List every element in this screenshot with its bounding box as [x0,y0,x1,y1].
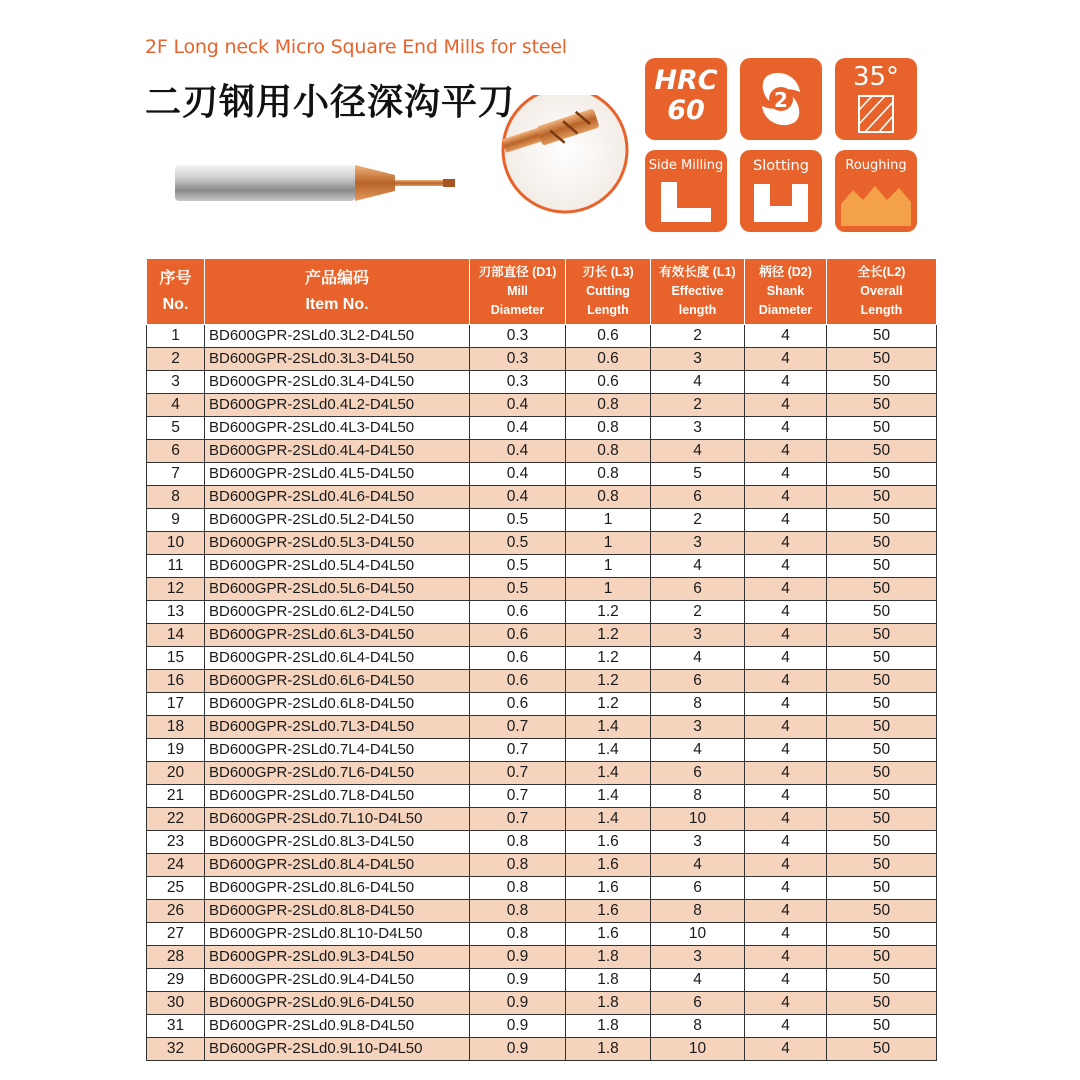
cell-effective-length: 4 [651,555,745,578]
cell-shank-diameter: 4 [745,348,827,371]
flute-count: 2 [774,88,788,112]
cell-item-code: BD600GPR-2SLd0.4L3-D4L50 [205,417,470,440]
cell-item-code: BD600GPR-2SLd0.5L4-D4L50 [205,555,470,578]
cell-shank-diameter: 4 [745,923,827,946]
cell-mill-diameter: 0.9 [470,946,566,969]
cell-effective-length: 2 [651,394,745,417]
cell-no: 21 [147,785,205,808]
cell-no: 28 [147,946,205,969]
cell-overall-length: 50 [827,716,937,739]
cell-item-code: BD600GPR-2SLd0.4L4-D4L50 [205,440,470,463]
cell-mill-diameter: 0.5 [470,509,566,532]
cell-overall-length: 50 [827,670,937,693]
cell-cutting-length: 1.8 [566,946,651,969]
cell-item-code: BD600GPR-2SLd0.5L3-D4L50 [205,532,470,555]
cell-item-code: BD600GPR-2SLd0.8L6-D4L50 [205,877,470,900]
table-row [147,647,937,670]
cell-mill-diameter: 0.3 [470,325,566,348]
cell-mill-diameter: 0.3 [470,371,566,394]
cell-mill-diameter: 0.9 [470,992,566,1015]
cell-effective-length: 10 [651,1038,745,1061]
table-row [147,578,937,601]
cell-mill-diameter: 0.7 [470,762,566,785]
header-mill-diameter: 刃部直径 (D1) Mill Diameter [470,259,566,325]
cell-overall-length: 50 [827,808,937,831]
cell-shank-diameter: 4 [745,831,827,854]
cell-overall-length: 50 [827,647,937,670]
cell-shank-diameter: 4 [745,969,827,992]
header-effective-length: 有效长度 (L1) Effective length [651,259,745,325]
cell-no: 10 [147,532,205,555]
cell-effective-length: 6 [651,877,745,900]
cell-item-code: BD600GPR-2SLd0.9L6-D4L50 [205,992,470,1015]
cell-effective-length: 4 [651,647,745,670]
cell-mill-diameter: 0.9 [470,969,566,992]
cell-effective-length: 3 [651,348,745,371]
table-row [147,371,937,394]
table-row [147,509,937,532]
cell-effective-length: 3 [651,831,745,854]
hrc-value: 60 [667,95,705,126]
cell-overall-length: 50 [827,578,937,601]
cell-no: 5 [147,417,205,440]
table-row [147,325,937,348]
cell-shank-diameter: 4 [745,946,827,969]
cell-shank-diameter: 4 [745,1015,827,1038]
cell-shank-diameter: 4 [745,578,827,601]
cell-overall-length: 50 [827,601,937,624]
cell-overall-length: 50 [827,486,937,509]
cell-item-code: BD600GPR-2SLd0.5L6-D4L50 [205,578,470,601]
cell-item-code: BD600GPR-2SLd0.6L4-D4L50 [205,647,470,670]
cell-effective-length: 2 [651,601,745,624]
hrc-label: HRC [654,65,718,96]
cell-item-code: BD600GPR-2SLd0.6L6-D4L50 [205,670,470,693]
cell-mill-diameter: 0.6 [470,624,566,647]
cell-no: 4 [147,394,205,417]
cell-mill-diameter: 0.6 [470,647,566,670]
cell-cutting-length: 0.8 [566,394,651,417]
cell-mill-diameter: 0.9 [470,1038,566,1061]
cell-effective-length: 8 [651,785,745,808]
cell-shank-diameter: 4 [745,785,827,808]
table-row [147,555,937,578]
table-row [147,992,937,1015]
cell-effective-length: 4 [651,440,745,463]
cell-cutting-length: 1.6 [566,877,651,900]
cell-cutting-length: 1 [566,555,651,578]
cell-overall-length: 50 [827,417,937,440]
cell-overall-length: 50 [827,946,937,969]
cell-overall-length: 50 [827,785,937,808]
cell-cutting-length: 1.6 [566,854,651,877]
cell-mill-diameter: 0.5 [470,555,566,578]
cell-cutting-length: 1.2 [566,647,651,670]
cell-shank-diameter: 4 [745,877,827,900]
cell-item-code: BD600GPR-2SLd0.9L3-D4L50 [205,946,470,969]
cell-no: 24 [147,854,205,877]
table-row [147,601,937,624]
cell-overall-length: 50 [827,831,937,854]
title-chinese: 二刃钢用小径深沟平刀 [145,82,516,123]
cell-no: 18 [147,716,205,739]
cell-shank-diameter: 4 [745,647,827,670]
slotting-icon [740,150,822,232]
cell-cutting-length: 1.2 [566,693,651,716]
side-milling-label: Side Milling [648,158,724,173]
cell-cutting-length: 1.4 [566,762,651,785]
cell-overall-length: 50 [827,900,937,923]
cell-item-code: BD600GPR-2SLd0.7L10-D4L50 [205,808,470,831]
cell-cutting-length: 1.4 [566,739,651,762]
cell-no: 32 [147,1038,205,1061]
cell-no: 20 [147,762,205,785]
cell-effective-length: 3 [651,532,745,555]
table-row [147,394,937,417]
cell-mill-diameter: 0.4 [470,440,566,463]
table-row [147,808,937,831]
cell-effective-length: 4 [651,371,745,394]
cell-no: 26 [147,900,205,923]
cell-mill-diameter: 0.8 [470,923,566,946]
cell-effective-length: 4 [651,739,745,762]
cell-mill-diameter: 0.7 [470,739,566,762]
specification-table [146,258,937,1061]
table-row [147,1038,937,1061]
helix-angle-badge [835,58,917,140]
cell-cutting-length: 1 [566,532,651,555]
cell-overall-length: 50 [827,969,937,992]
cell-cutting-length: 1.8 [566,969,651,992]
cell-shank-diameter: 4 [745,440,827,463]
cell-effective-length: 3 [651,417,745,440]
table-row [147,440,937,463]
cell-overall-length: 50 [827,394,937,417]
cell-item-code: BD600GPR-2SLd0.6L2-D4L50 [205,601,470,624]
table-row [147,923,937,946]
cell-shank-diameter: 4 [745,739,827,762]
side-milling-badge [645,150,727,232]
cell-effective-length: 10 [651,923,745,946]
cell-no: 9 [147,509,205,532]
cell-item-code: BD600GPR-2SLd0.8L4-D4L50 [205,854,470,877]
table-row [147,417,937,440]
cell-cutting-length: 0.8 [566,463,651,486]
table-row [147,877,937,900]
cell-overall-length: 50 [827,992,937,1015]
cell-effective-length: 3 [651,946,745,969]
cell-shank-diameter: 4 [745,532,827,555]
cell-cutting-length: 0.8 [566,486,651,509]
cell-no: 6 [147,440,205,463]
cell-overall-length: 50 [827,693,937,716]
cell-cutting-length: 1 [566,578,651,601]
cell-cutting-length: 1.8 [566,1015,651,1038]
cell-effective-length: 8 [651,1015,745,1038]
cell-no: 3 [147,371,205,394]
cell-item-code: BD600GPR-2SLd0.4L6-D4L50 [205,486,470,509]
cell-overall-length: 50 [827,348,937,371]
cell-item-code: BD600GPR-2SLd0.3L3-D4L50 [205,348,470,371]
cell-effective-length: 6 [651,992,745,1015]
cell-item-code: BD600GPR-2SLd0.7L4-D4L50 [205,739,470,762]
cell-effective-length: 6 [651,578,745,601]
cell-effective-length: 3 [651,624,745,647]
cell-no: 31 [147,1015,205,1038]
side-milling-icon [645,150,727,232]
cell-overall-length: 50 [827,371,937,394]
title-english: 2F Long neck Micro Square End Mills for steel [145,36,567,58]
cell-shank-diameter: 4 [745,555,827,578]
cell-no: 29 [147,969,205,992]
cell-item-code: BD600GPR-2SLd0.6L8-D4L50 [205,693,470,716]
cell-mill-diameter: 0.8 [470,854,566,877]
cell-item-code: BD600GPR-2SLd0.7L6-D4L50 [205,762,470,785]
cell-mill-diameter: 0.4 [470,394,566,417]
cell-effective-length: 3 [651,716,745,739]
cell-item-code: BD600GPR-2SLd0.9L10-D4L50 [205,1038,470,1061]
cell-effective-length: 8 [651,900,745,923]
cell-shank-diameter: 4 [745,601,827,624]
cell-cutting-length: 1.2 [566,670,651,693]
cell-item-code: BD600GPR-2SLd0.6L3-D4L50 [205,624,470,647]
helix-angle: 35° [852,62,900,92]
cell-overall-length: 50 [827,555,937,578]
cell-cutting-length: 1.6 [566,923,651,946]
cell-cutting-length: 1.4 [566,785,651,808]
cell-shank-diameter: 4 [745,325,827,348]
cell-overall-length: 50 [827,624,937,647]
table-row [147,946,937,969]
cell-shank-diameter: 4 [745,394,827,417]
cell-mill-diameter: 0.3 [470,348,566,371]
cell-no: 14 [147,624,205,647]
cell-cutting-length: 1.4 [566,808,651,831]
table-row [147,532,937,555]
table-body [147,325,937,1061]
table-row [147,348,937,371]
cell-shank-diameter: 4 [745,716,827,739]
cell-shank-diameter: 4 [745,1038,827,1061]
cell-mill-diameter: 0.8 [470,900,566,923]
cell-item-code: BD600GPR-2SLd0.3L2-D4L50 [205,325,470,348]
flute-count-badge [740,58,822,140]
table-row [147,762,937,785]
table-row [147,716,937,739]
cell-no: 17 [147,693,205,716]
cell-shank-diameter: 4 [745,808,827,831]
cell-effective-length: 6 [651,486,745,509]
cell-no: 30 [147,992,205,1015]
cell-no: 7 [147,463,205,486]
cell-item-code: BD600GPR-2SLd0.4L2-D4L50 [205,394,470,417]
header-no: 序号 No. [147,259,205,325]
cell-mill-diameter: 0.8 [470,831,566,854]
table-row [147,785,937,808]
cell-no: 23 [147,831,205,854]
cell-cutting-length: 1 [566,509,651,532]
cell-effective-length: 2 [651,325,745,348]
cell-overall-length: 50 [827,762,937,785]
cell-shank-diameter: 4 [745,762,827,785]
header-overall-length: 全长(L2) Overall Length [827,259,937,325]
cell-mill-diameter: 0.5 [470,578,566,601]
table-row [147,463,937,486]
table-row [147,486,937,509]
cell-overall-length: 50 [827,532,937,555]
cell-cutting-length: 1.8 [566,1038,651,1061]
cell-no: 1 [147,325,205,348]
cell-mill-diameter: 0.7 [470,716,566,739]
cell-mill-diameter: 0.6 [470,670,566,693]
cell-overall-length: 50 [827,440,937,463]
cell-no: 2 [147,348,205,371]
cell-effective-length: 10 [651,808,745,831]
slotting-label: Slotting [753,158,809,174]
cell-effective-length: 6 [651,670,745,693]
cell-item-code: BD600GPR-2SLd0.7L8-D4L50 [205,785,470,808]
header-shank-diameter: 柄径 (D2) Shank Diameter [745,259,827,325]
table-row [147,831,937,854]
cell-cutting-length: 1.6 [566,831,651,854]
cell-shank-diameter: 4 [745,854,827,877]
cell-cutting-length: 0.6 [566,325,651,348]
roughing-badge [835,150,917,232]
cell-no: 11 [147,555,205,578]
cell-mill-diameter: 0.5 [470,532,566,555]
cell-mill-diameter: 0.4 [470,463,566,486]
cell-shank-diameter: 4 [745,992,827,1015]
table-row [147,693,937,716]
cell-overall-length: 50 [827,509,937,532]
cell-cutting-length: 0.8 [566,417,651,440]
cell-shank-diameter: 4 [745,693,827,716]
cell-item-code: BD600GPR-2SLd0.8L10-D4L50 [205,923,470,946]
cell-effective-length: 6 [651,762,745,785]
header-cutting-length: 刃长 (L3) Cutting Length [566,259,651,325]
cell-mill-diameter: 0.8 [470,877,566,900]
cell-overall-length: 50 [827,854,937,877]
table-row [147,900,937,923]
table-row [147,670,937,693]
cell-shank-diameter: 4 [745,900,827,923]
cell-cutting-length: 1.8 [566,992,651,1015]
cell-effective-length: 5 [651,463,745,486]
cell-no: 13 [147,601,205,624]
cell-mill-diameter: 0.4 [470,486,566,509]
cell-shank-diameter: 4 [745,670,827,693]
cell-item-code: BD600GPR-2SLd0.4L5-D4L50 [205,463,470,486]
table-row [147,739,937,762]
cell-effective-length: 4 [651,854,745,877]
cell-cutting-length: 1.4 [566,716,651,739]
cell-shank-diameter: 4 [745,486,827,509]
cell-mill-diameter: 0.9 [470,1015,566,1038]
cell-cutting-length: 0.8 [566,440,651,463]
cell-no: 22 [147,808,205,831]
cell-item-code: BD600GPR-2SLd0.8L8-D4L50 [205,900,470,923]
cell-overall-length: 50 [827,739,937,762]
table-row [147,624,937,647]
cell-no: 27 [147,923,205,946]
cell-overall-length: 50 [827,325,937,348]
cell-no: 15 [147,647,205,670]
cell-shank-diameter: 4 [745,371,827,394]
cell-cutting-length: 1.6 [566,900,651,923]
cell-no: 19 [147,739,205,762]
header-item: 产品编码 Item No. [205,259,470,325]
cell-mill-diameter: 0.7 [470,808,566,831]
cell-item-code: BD600GPR-2SLd0.8L3-D4L50 [205,831,470,854]
slotting-badge [740,150,822,232]
end-mill-illustration [140,95,640,225]
cell-item-code: BD600GPR-2SLd0.7L3-D4L50 [205,716,470,739]
table-row [147,1015,937,1038]
roughing-label: Roughing [845,158,907,173]
cell-shank-diameter: 4 [745,509,827,532]
cell-overall-length: 50 [827,1038,937,1061]
cell-cutting-length: 1.2 [566,601,651,624]
cell-shank-diameter: 4 [745,417,827,440]
hardness-badge [645,58,727,140]
table-row [147,854,937,877]
cell-mill-diameter: 0.4 [470,417,566,440]
cell-no: 12 [147,578,205,601]
cell-cutting-length: 1.2 [566,624,651,647]
cell-cutting-length: 0.6 [566,371,651,394]
roughing-icon [835,150,917,232]
cell-effective-length: 2 [651,509,745,532]
helix-icon [835,58,917,140]
cell-no: 16 [147,670,205,693]
cell-mill-diameter: 0.7 [470,785,566,808]
cell-shank-diameter: 4 [745,463,827,486]
table-header-row [147,259,937,325]
cell-mill-diameter: 0.6 [470,693,566,716]
cell-no: 8 [147,486,205,509]
cell-overall-length: 50 [827,923,937,946]
cell-item-code: BD600GPR-2SLd0.9L8-D4L50 [205,1015,470,1038]
cell-shank-diameter: 4 [745,624,827,647]
cell-item-code: BD600GPR-2SLd0.3L4-D4L50 [205,371,470,394]
cell-effective-length: 8 [651,693,745,716]
cell-overall-length: 50 [827,463,937,486]
cell-no: 25 [147,877,205,900]
cell-cutting-length: 0.6 [566,348,651,371]
cell-overall-length: 50 [827,877,937,900]
cell-item-code: BD600GPR-2SLd0.5L2-D4L50 [205,509,470,532]
cell-item-code: BD600GPR-2SLd0.9L4-D4L50 [205,969,470,992]
cell-overall-length: 50 [827,1015,937,1038]
table-row [147,969,937,992]
cell-effective-length: 4 [651,969,745,992]
cell-mill-diameter: 0.6 [470,601,566,624]
